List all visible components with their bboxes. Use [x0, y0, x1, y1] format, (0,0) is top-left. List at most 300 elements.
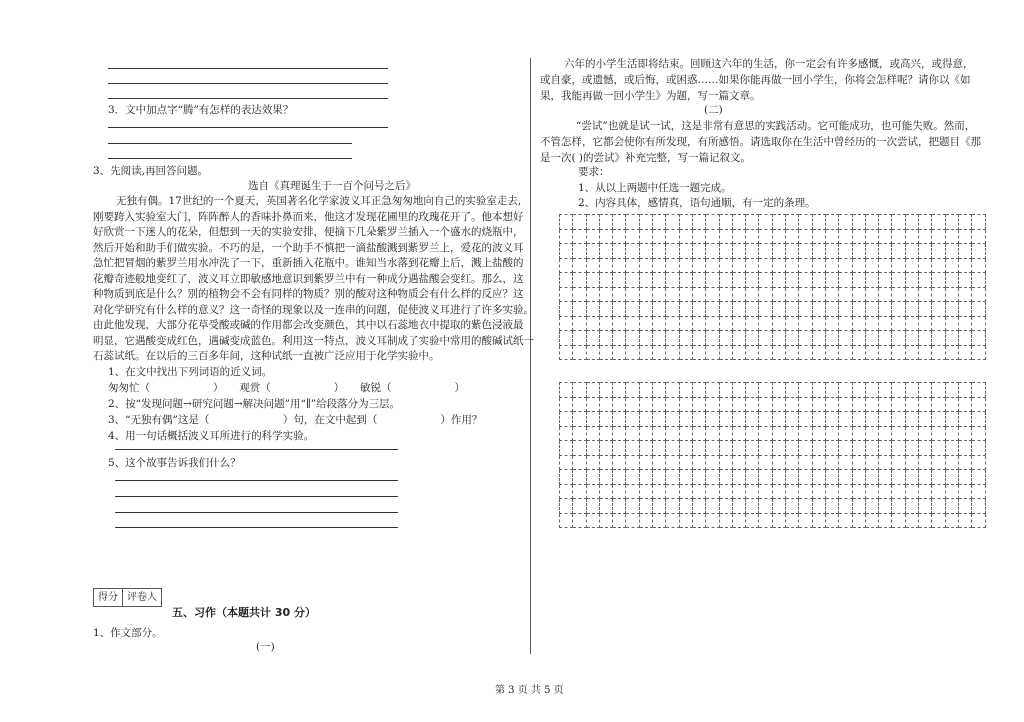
grid-cell[interactable] [825, 215, 838, 230]
grid-cell[interactable] [653, 287, 666, 302]
grid-cell[interactable] [679, 215, 692, 230]
grid-cell[interactable] [852, 258, 865, 273]
grid-cell[interactable] [865, 426, 878, 441]
grid-cell[interactable] [839, 229, 852, 244]
grid-cell[interactable] [958, 287, 971, 302]
grid-cell[interactable] [666, 426, 679, 441]
grid-cell[interactable] [799, 345, 812, 360]
grid-cell[interactable] [825, 470, 838, 485]
grid-cell[interactable] [759, 383, 772, 398]
grid-cell[interactable] [573, 244, 586, 259]
grid-cell[interactable] [972, 258, 985, 273]
grid-cell[interactable] [945, 258, 958, 273]
grid-cell[interactable] [639, 426, 652, 441]
grid-cell[interactable] [852, 499, 865, 514]
grid-cell[interactable] [706, 397, 719, 412]
grid-cell[interactable] [666, 470, 679, 485]
grid-cell[interactable] [972, 412, 985, 427]
grid-cell[interactable] [958, 426, 971, 441]
grid-cell[interactable] [626, 273, 639, 288]
grid-cell[interactable] [879, 397, 892, 412]
grid-cell[interactable] [879, 345, 892, 360]
grid-cell[interactable] [786, 345, 799, 360]
grid-cell[interactable] [865, 331, 878, 346]
grid-cell[interactable] [560, 470, 573, 485]
grid-cell[interactable] [865, 470, 878, 485]
grid-cell[interactable] [932, 397, 945, 412]
grid-cell[interactable] [812, 441, 825, 456]
grid-cell[interactable] [958, 441, 971, 456]
grid-cell[interactable] [879, 484, 892, 499]
grid-cell[interactable] [599, 441, 612, 456]
grid-cell[interactable] [905, 383, 918, 398]
grid-cell[interactable] [825, 455, 838, 470]
grid-cell[interactable] [599, 470, 612, 485]
grid-cell[interactable] [799, 484, 812, 499]
grid-cell[interactable] [732, 455, 745, 470]
grid-cell[interactable] [732, 484, 745, 499]
grid-cell[interactable] [599, 426, 612, 441]
grid-cell[interactable] [839, 383, 852, 398]
grid-cell[interactable] [812, 470, 825, 485]
grid-cell[interactable] [706, 273, 719, 288]
grid-cell[interactable] [746, 412, 759, 427]
grid-cell[interactable] [892, 258, 905, 273]
grid-cell[interactable] [945, 273, 958, 288]
grid-cell[interactable] [692, 397, 705, 412]
grid-cell[interactable] [560, 316, 573, 331]
grid-cell[interactable] [746, 215, 759, 230]
grid-cell[interactable] [706, 383, 719, 398]
grid-cell[interactable] [786, 426, 799, 441]
grid-cell[interactable] [772, 345, 785, 360]
grid-cell[interactable] [932, 229, 945, 244]
grid-cell[interactable] [945, 229, 958, 244]
grid-cell[interactable] [666, 302, 679, 317]
grid-cell[interactable] [746, 316, 759, 331]
grid-cell[interactable] [786, 484, 799, 499]
grid-cell[interactable] [812, 499, 825, 514]
grid-cell[interactable] [919, 273, 932, 288]
grid-cell[interactable] [692, 331, 705, 346]
grid-cell[interactable] [892, 302, 905, 317]
grid-cell[interactable] [653, 499, 666, 514]
grid-cell[interactable] [786, 287, 799, 302]
grid-cell[interactable] [719, 383, 732, 398]
grid-cell[interactable] [626, 383, 639, 398]
grid-cell[interactable] [958, 258, 971, 273]
grid-cell[interactable] [972, 302, 985, 317]
grid-cell[interactable] [972, 316, 985, 331]
grid-cell[interactable] [812, 383, 825, 398]
grid-cell[interactable] [945, 499, 958, 514]
grid-cell[interactable] [666, 397, 679, 412]
grid-cell[interactable] [865, 513, 878, 528]
grid-cell[interactable] [613, 345, 626, 360]
grid-cell[interactable] [692, 302, 705, 317]
grid-cell[interactable] [759, 273, 772, 288]
grid-cell[interactable] [639, 287, 652, 302]
grid-cell[interactable] [852, 273, 865, 288]
grid-cell[interactable] [852, 470, 865, 485]
grid-cell[interactable] [706, 331, 719, 346]
grid-cell[interactable] [919, 397, 932, 412]
grid-cell[interactable] [839, 397, 852, 412]
grid-cell[interactable] [692, 244, 705, 259]
grid-cell[interactable] [945, 470, 958, 485]
grid-cell[interactable] [573, 229, 586, 244]
grid-cell[interactable] [626, 470, 639, 485]
grid-cell[interactable] [599, 484, 612, 499]
grid-cell[interactable] [852, 302, 865, 317]
grid-cell[interactable] [613, 441, 626, 456]
grid-cell[interactable] [839, 499, 852, 514]
grid-cell[interactable] [560, 215, 573, 230]
grid-cell[interactable] [560, 229, 573, 244]
grid-cell[interactable] [586, 383, 599, 398]
grid-cell[interactable] [799, 470, 812, 485]
grid-cell[interactable] [599, 316, 612, 331]
grid-cell[interactable] [746, 426, 759, 441]
grid-cell[interactable] [573, 345, 586, 360]
grid-cell[interactable] [879, 229, 892, 244]
grid-cell[interactable] [865, 455, 878, 470]
grid-cell[interactable] [732, 441, 745, 456]
grid-cell[interactable] [839, 244, 852, 259]
grid-cell[interactable] [560, 513, 573, 528]
grid-cell[interactable] [932, 244, 945, 259]
grid-cell[interactable] [812, 455, 825, 470]
grid-cell[interactable] [599, 455, 612, 470]
grid-cell[interactable] [732, 287, 745, 302]
grid-cell[interactable] [706, 470, 719, 485]
grid-cell[interactable] [932, 499, 945, 514]
grid-cell[interactable] [879, 287, 892, 302]
grid-cell[interactable] [573, 484, 586, 499]
grid-cell[interactable] [839, 484, 852, 499]
grid-cell[interactable] [692, 513, 705, 528]
grid-cell[interactable] [586, 499, 599, 514]
grid-cell[interactable] [945, 484, 958, 499]
grid-cell[interactable] [932, 383, 945, 398]
grid-cell[interactable] [666, 331, 679, 346]
grid-cell[interactable] [945, 287, 958, 302]
grid-cell[interactable] [892, 244, 905, 259]
grid-cell[interactable] [786, 470, 799, 485]
grid-cell[interactable] [799, 331, 812, 346]
grid-cell[interactable] [653, 302, 666, 317]
grid-cell[interactable] [679, 455, 692, 470]
grid-cell[interactable] [879, 244, 892, 259]
grid-cell[interactable] [679, 345, 692, 360]
grid-cell[interactable] [599, 345, 612, 360]
grid-cell[interactable] [799, 455, 812, 470]
grid-cell[interactable] [865, 441, 878, 456]
grid-cell[interactable] [679, 499, 692, 514]
grid-cell[interactable] [905, 229, 918, 244]
grid-cell[interactable] [666, 484, 679, 499]
grid-cell[interactable] [945, 215, 958, 230]
grid-cell[interactable] [719, 470, 732, 485]
grid-cell[interactable] [746, 258, 759, 273]
grid-cell[interactable] [759, 426, 772, 441]
grid-cell[interactable] [932, 470, 945, 485]
grid-cell[interactable] [865, 345, 878, 360]
grid-cell[interactable] [972, 229, 985, 244]
grid-cell[interactable] [719, 244, 732, 259]
grid-cell[interactable] [945, 331, 958, 346]
grid-cell[interactable] [919, 383, 932, 398]
grid-cell[interactable] [958, 302, 971, 317]
grid-cell[interactable] [573, 273, 586, 288]
grid-cell[interactable] [972, 244, 985, 259]
grid-cell[interactable] [666, 513, 679, 528]
grid-cell[interactable] [639, 470, 652, 485]
grid-cell[interactable] [719, 513, 732, 528]
grid-cell[interactable] [599, 244, 612, 259]
grid-cell[interactable] [613, 229, 626, 244]
grid-cell[interactable] [945, 345, 958, 360]
grid-cell[interactable] [759, 397, 772, 412]
grid-cell[interactable] [892, 229, 905, 244]
grid-cell[interactable] [905, 331, 918, 346]
grid-cell[interactable] [892, 455, 905, 470]
grid-cell[interactable] [746, 455, 759, 470]
grid-cell[interactable] [812, 258, 825, 273]
grid-cell[interactable] [799, 441, 812, 456]
grid-cell[interactable] [772, 397, 785, 412]
grid-cell[interactable] [759, 258, 772, 273]
grid-cell[interactable] [639, 499, 652, 514]
grid-cell[interactable] [586, 513, 599, 528]
grid-cell[interactable] [786, 302, 799, 317]
grid-cell[interactable] [692, 470, 705, 485]
grid-cell[interactable] [772, 455, 785, 470]
grid-cell[interactable] [626, 412, 639, 427]
grid-cell[interactable] [746, 345, 759, 360]
grid-cell[interactable] [852, 244, 865, 259]
grid-cell[interactable] [945, 244, 958, 259]
grid-cell[interactable] [666, 316, 679, 331]
grid-cell[interactable] [732, 383, 745, 398]
grid-cell[interactable] [599, 215, 612, 230]
grid-cell[interactable] [772, 302, 785, 317]
grid-cell[interactable] [719, 484, 732, 499]
grid-cell[interactable] [958, 412, 971, 427]
grid-cell[interactable] [772, 258, 785, 273]
grid-cell[interactable] [799, 215, 812, 230]
grid-cell[interactable] [852, 383, 865, 398]
grid-cell[interactable] [825, 244, 838, 259]
grid-cell[interactable] [639, 345, 652, 360]
grid-cell[interactable] [945, 426, 958, 441]
grid-cell[interactable] [932, 412, 945, 427]
grid-cell[interactable] [692, 229, 705, 244]
grid-cell[interactable] [839, 345, 852, 360]
grid-cell[interactable] [799, 383, 812, 398]
grid-cell[interactable] [865, 273, 878, 288]
grid-cell[interactable] [919, 412, 932, 427]
grid-cell[interactable] [932, 426, 945, 441]
grid-cell[interactable] [706, 215, 719, 230]
grid-cell[interactable] [586, 455, 599, 470]
grid-cell[interactable] [560, 397, 573, 412]
grid-cell[interactable] [879, 441, 892, 456]
grid-cell[interactable] [958, 455, 971, 470]
grid-cell[interactable] [865, 499, 878, 514]
grid-cell[interactable] [653, 273, 666, 288]
grid-cell[interactable] [972, 397, 985, 412]
grid-cell[interactable] [958, 383, 971, 398]
grid-cell[interactable] [812, 215, 825, 230]
grid-cell[interactable] [573, 287, 586, 302]
grid-cell[interactable] [639, 412, 652, 427]
grid-cell[interactable] [786, 383, 799, 398]
grid-cell[interactable] [746, 331, 759, 346]
grid-cell[interactable] [812, 273, 825, 288]
grid-cell[interactable] [879, 215, 892, 230]
grid-cell[interactable] [653, 397, 666, 412]
grid-cell[interactable] [599, 287, 612, 302]
grid-cell[interactable] [958, 331, 971, 346]
grid-cell[interactable] [692, 426, 705, 441]
grid-cell[interactable] [653, 455, 666, 470]
grid-cell[interactable] [932, 215, 945, 230]
grid-cell[interactable] [799, 287, 812, 302]
grid-cell[interactable] [586, 302, 599, 317]
grid-cell[interactable] [892, 331, 905, 346]
grid-cell[interactable] [919, 229, 932, 244]
grid-cell[interactable] [772, 215, 785, 230]
grid-cell[interactable] [719, 499, 732, 514]
grid-cell[interactable] [892, 513, 905, 528]
grid-cell[interactable] [839, 331, 852, 346]
grid-cell[interactable] [719, 215, 732, 230]
grid-cell[interactable] [812, 412, 825, 427]
grid-cell[interactable] [772, 287, 785, 302]
grid-cell[interactable] [679, 287, 692, 302]
grid-cell[interactable] [586, 273, 599, 288]
grid-cell[interactable] [732, 331, 745, 346]
grid-cell[interactable] [692, 455, 705, 470]
grid-cell[interactable] [586, 331, 599, 346]
grid-cell[interactable] [905, 455, 918, 470]
grid-cell[interactable] [626, 345, 639, 360]
grid-cell[interactable] [613, 215, 626, 230]
grid-cell[interactable] [852, 316, 865, 331]
grid-cell[interactable] [786, 273, 799, 288]
grid-cell[interactable] [865, 229, 878, 244]
grid-cell[interactable] [786, 397, 799, 412]
grid-cell[interactable] [719, 455, 732, 470]
grid-cell[interactable] [879, 302, 892, 317]
grid-cell[interactable] [586, 397, 599, 412]
grid-cell[interactable] [905, 287, 918, 302]
grid-cell[interactable] [958, 273, 971, 288]
grid-cell[interactable] [852, 345, 865, 360]
grid-cell[interactable] [919, 513, 932, 528]
grid-cell[interactable] [892, 383, 905, 398]
grid-cell[interactable] [772, 484, 785, 499]
grid-cell[interactable] [719, 229, 732, 244]
grid-cell[interactable] [706, 316, 719, 331]
grid-cell[interactable] [706, 426, 719, 441]
grid-cell[interactable] [972, 345, 985, 360]
grid-cell[interactable] [653, 316, 666, 331]
grid-cell[interactable] [892, 287, 905, 302]
grid-cell[interactable] [573, 258, 586, 273]
grid-cell[interactable] [746, 470, 759, 485]
grid-cell[interactable] [706, 244, 719, 259]
grid-cell[interactable] [573, 441, 586, 456]
grid-cell[interactable] [892, 470, 905, 485]
grid-cell[interactable] [586, 244, 599, 259]
grid-cell[interactable] [613, 331, 626, 346]
grid-cell[interactable] [972, 441, 985, 456]
grid-cell[interactable] [825, 499, 838, 514]
grid-cell[interactable] [679, 302, 692, 317]
grid-cell[interactable] [879, 426, 892, 441]
grid-cell[interactable] [599, 412, 612, 427]
grid-cell[interactable] [772, 499, 785, 514]
grid-cell[interactable] [759, 513, 772, 528]
grid-cell[interactable] [879, 499, 892, 514]
grid-cell[interactable] [865, 484, 878, 499]
grid-cell[interactable] [613, 499, 626, 514]
grid-cell[interactable] [812, 244, 825, 259]
grid-cell[interactable] [839, 455, 852, 470]
grid-cell[interactable] [932, 484, 945, 499]
grid-cell[interactable] [666, 258, 679, 273]
grid-cell[interactable] [825, 426, 838, 441]
grid-cell[interactable] [732, 513, 745, 528]
grid-cell[interactable] [560, 273, 573, 288]
grid-cell[interactable] [905, 215, 918, 230]
grid-cell[interactable] [560, 258, 573, 273]
grid-cell[interactable] [653, 441, 666, 456]
grid-cell[interactable] [613, 455, 626, 470]
grid-cell[interactable] [945, 302, 958, 317]
grid-cell[interactable] [919, 441, 932, 456]
grid-cell[interactable] [825, 316, 838, 331]
grid-cell[interactable] [759, 441, 772, 456]
grid-cell[interactable] [732, 273, 745, 288]
grid-cell[interactable] [626, 244, 639, 259]
grid-cell[interactable] [839, 412, 852, 427]
grid-cell[interactable] [599, 383, 612, 398]
grid-cell[interactable] [719, 287, 732, 302]
grid-cell[interactable] [666, 455, 679, 470]
grid-cell[interactable] [639, 513, 652, 528]
grid-cell[interactable] [892, 426, 905, 441]
grid-cell[interactable] [653, 412, 666, 427]
grid-cell[interactable] [786, 513, 799, 528]
grid-cell[interactable] [772, 412, 785, 427]
grid-cell[interactable] [865, 302, 878, 317]
grid-cell[interactable] [626, 484, 639, 499]
grid-cell[interactable] [573, 470, 586, 485]
grid-cell[interactable] [679, 244, 692, 259]
grid-cell[interactable] [626, 331, 639, 346]
grid-cell[interactable] [892, 316, 905, 331]
grid-cell[interactable] [613, 258, 626, 273]
grid-cell[interactable] [759, 484, 772, 499]
grid-cell[interactable] [692, 258, 705, 273]
grid-cell[interactable] [865, 215, 878, 230]
grid-cell[interactable] [732, 412, 745, 427]
grid-cell[interactable] [892, 441, 905, 456]
grid-cell[interactable] [825, 345, 838, 360]
